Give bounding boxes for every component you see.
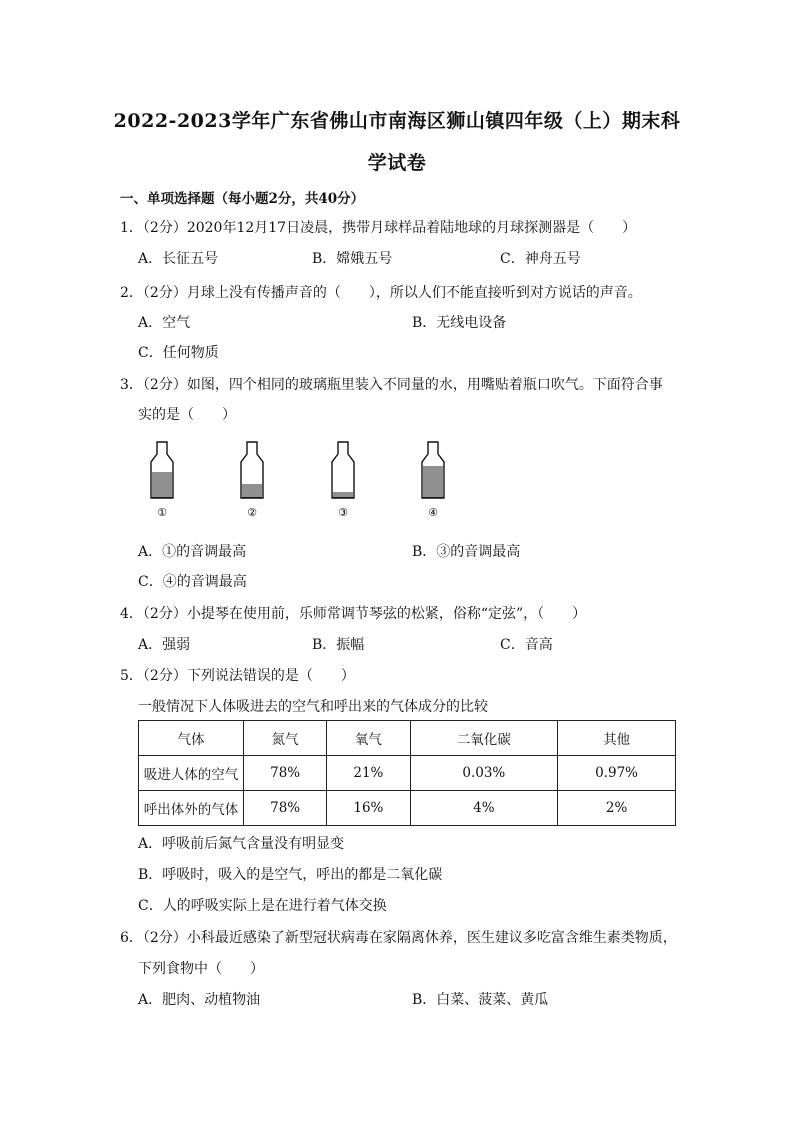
bottle-4 xyxy=(422,442,444,519)
table-cell: 78% xyxy=(244,791,327,826)
question-2-option-a[interactable]: A．空气 xyxy=(138,315,191,331)
exam-title-line1: 2022-2023学年广东省佛山市南海区狮山镇四年级（上）期末科 xyxy=(113,110,681,132)
question-3-option-c[interactable]: C．④的音调最高 xyxy=(138,574,247,590)
table-cell: 16% xyxy=(327,791,410,826)
question-6-stem-line2: 下列食物中（ ） xyxy=(138,961,264,977)
table-cell: 0.97% xyxy=(558,756,676,791)
question-2-option-b[interactable]: B．无线电设备 xyxy=(412,315,507,331)
table-row xyxy=(139,756,676,791)
bottle-water xyxy=(242,485,262,497)
question-3-option-b[interactable]: B．③的音调最高 xyxy=(412,544,521,560)
bottle-3 xyxy=(332,442,354,519)
table-cell: 78% xyxy=(244,756,327,791)
question-5-option-b[interactable]: B．呼吸时，吸入的是空气，呼出的都是二氧化碳 xyxy=(138,867,443,883)
bottle-1 xyxy=(151,442,173,519)
bottle-water xyxy=(152,473,172,497)
bottle-label: ③ xyxy=(338,506,348,519)
bottle-outline xyxy=(151,442,173,498)
gas-composition-table xyxy=(138,720,676,826)
table-header-cell: 其他 xyxy=(558,721,676,756)
question-3-stem-line2: 实的是（ ） xyxy=(138,407,236,423)
table-cell: 2% xyxy=(558,791,676,826)
bottle-2 xyxy=(241,442,263,519)
question-4-option-b[interactable]: B．振幅 xyxy=(312,637,365,653)
question-4-option-c[interactable]: C．音高 xyxy=(500,637,553,653)
table-header-cell: 氧气 xyxy=(327,721,410,756)
bottles-figure xyxy=(140,440,460,520)
question-1-option-c[interactable]: C．神舟五号 xyxy=(500,251,581,267)
bottle-outline xyxy=(422,442,444,498)
bottle-outline xyxy=(332,442,354,498)
bottle-label: ④ xyxy=(428,506,438,519)
table-cell: 0.03% xyxy=(410,756,558,791)
section-heading-single-choice: 一、单项选择题（每小题2分，共40分） xyxy=(120,191,365,207)
question-1-option-a[interactable]: A．长征五号 xyxy=(138,251,219,267)
question-1-option-b[interactable]: B．嫦娥五号 xyxy=(312,251,393,267)
question-6-option-a[interactable]: A．肥肉、动植物油 xyxy=(138,992,261,1008)
bottle-water xyxy=(423,467,443,497)
table-header-cell: 二氧化碳 xyxy=(410,721,558,756)
question-6-option-b[interactable]: B．白菜、菠菜、黄瓜 xyxy=(412,992,549,1008)
table-cell: 4% xyxy=(410,791,558,826)
question-3-option-a[interactable]: A．①的音调最高 xyxy=(138,544,247,560)
question-2-option-c[interactable]: C．任何物质 xyxy=(138,345,219,361)
table-header-cell: 氮气 xyxy=(244,721,327,756)
table-cell: 呼出体外的气体 xyxy=(139,791,244,826)
table-cell: 吸进人体的空气 xyxy=(139,756,244,791)
bottle-label: ② xyxy=(247,506,257,519)
question-5-option-c[interactable]: C．人的呼吸实际上是在进行着气体交换 xyxy=(138,898,387,914)
question-4-stem: 4．（2分）小提琴在使用前，乐师常调节琴弦的松紧，俗称“定弦”，（ ） xyxy=(120,606,587,622)
bottle-water xyxy=(333,493,353,497)
bottle-label: ① xyxy=(157,506,167,519)
table-row xyxy=(139,791,676,826)
table-header-row xyxy=(139,721,676,756)
question-5-stem: 5．（2分）下列说法错误的是（ ） xyxy=(120,668,355,684)
question-4-option-a[interactable]: A．强弱 xyxy=(138,637,191,653)
table-cell: 21% xyxy=(327,756,410,791)
question-5-option-a[interactable]: A．呼吸前后氮气含量没有明显变 xyxy=(138,836,345,852)
table-caption: 一般情况下人体吸进去的空气和呼出来的气体成分的比较 xyxy=(138,699,488,715)
bottle-outline xyxy=(241,442,263,498)
question-3-stem-line1: 3．（2分）如图，四个相同的玻璃瓶里装入不同量的水，用嘴贴着瓶口吹气。下面符合事 xyxy=(120,377,663,393)
exam-title-line2: 学试卷 xyxy=(367,152,427,174)
question-2-stem: 2．（2分）月球上没有传播声音的（ ），所以人们不能直接听到对方说话的声音。 xyxy=(120,285,642,301)
table-header-cell: 气体 xyxy=(139,721,244,756)
question-1-stem: 1．（2分）2020年12月17日凌晨，携带月球样品着陆地球的月球探测器是（ ） xyxy=(120,220,637,236)
question-6-stem-line1: 6．（2分）小科最近感染了新型冠状病毒在家隔离休养，医生建议多吃富含维生素类物质， xyxy=(120,930,677,946)
